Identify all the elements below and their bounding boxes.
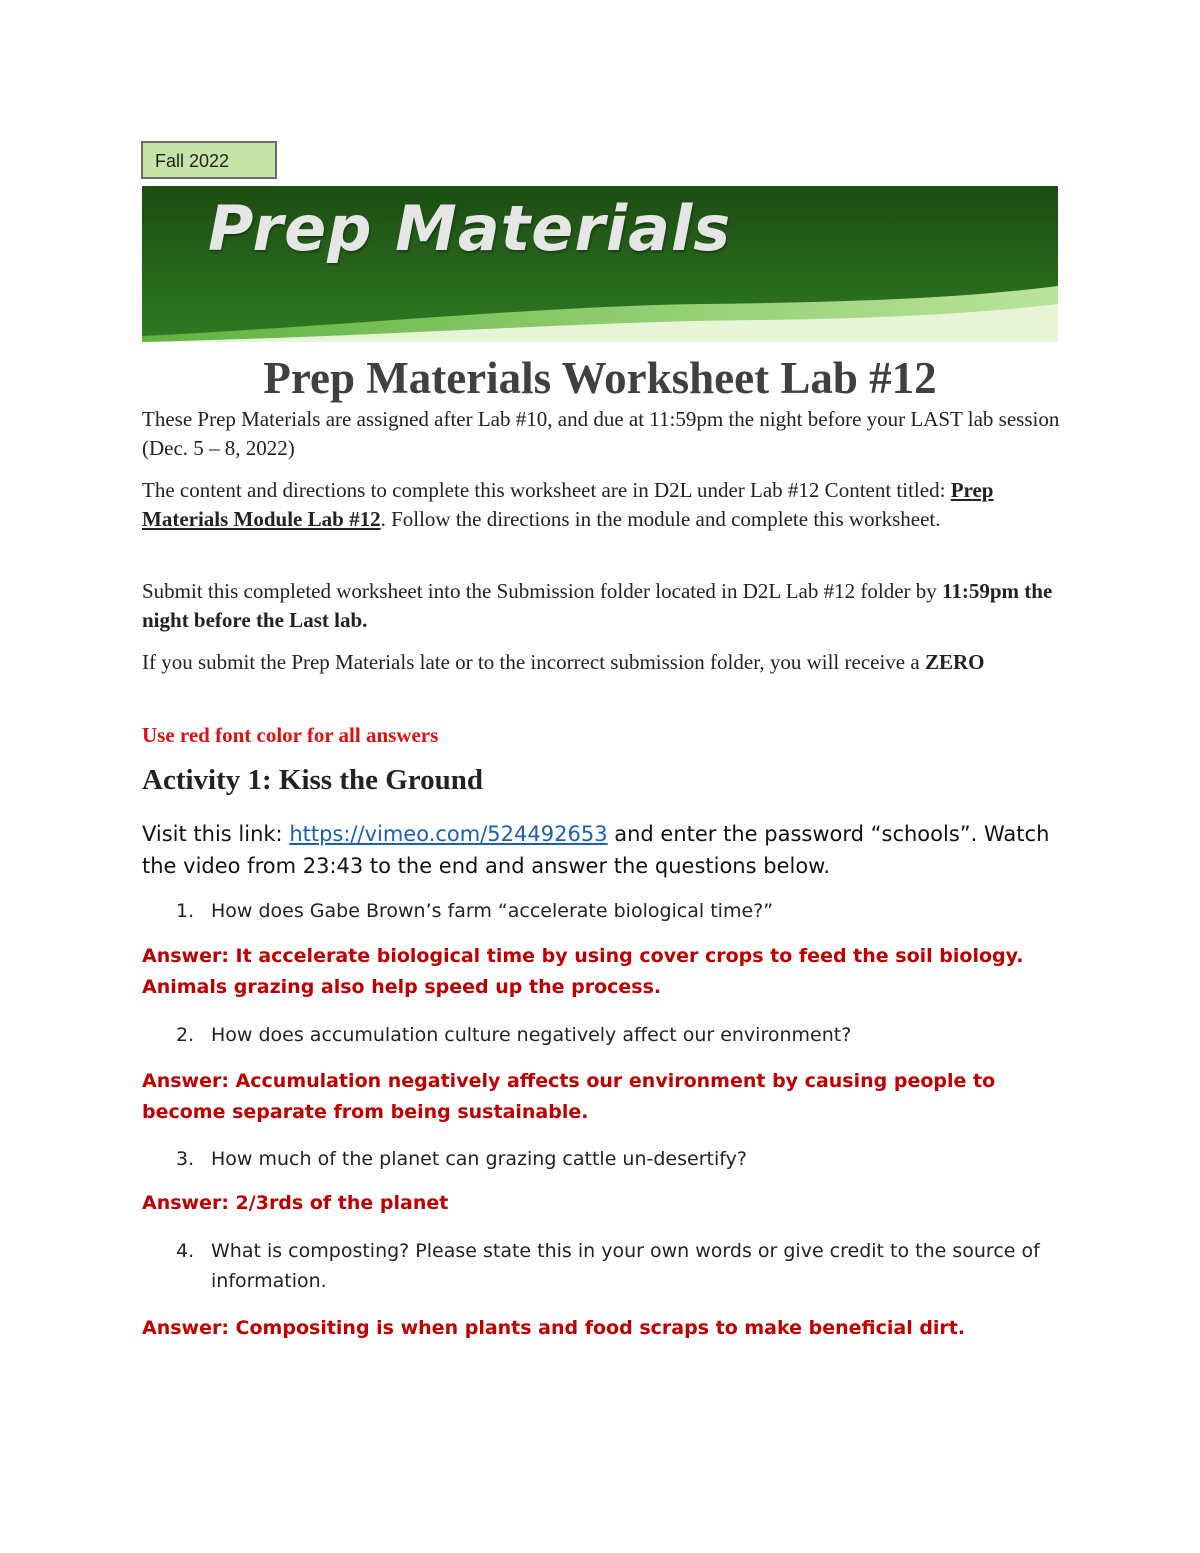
question-number: 4. (176, 1240, 195, 1262)
prep-materials-banner (142, 186, 1058, 342)
answer-color-instruction: Use red font color for all answers (142, 723, 439, 747)
intro-paragraph-2 (142, 476, 1072, 534)
question-text: How much of the planet can grazing cattle un-desertify? (211, 1148, 747, 1170)
zero-warning: ZERO (924, 650, 985, 674)
intro-paragraph-3 (142, 577, 1072, 635)
video-link[interactable]: https://vimeo.com/524492653 (289, 822, 608, 846)
question-text: What is composting? Please state this in your own words or give credit to the source of information. (211, 1240, 1040, 1292)
question-text: How does accumulation culture negatively affect our environment? (211, 1024, 852, 1046)
question-1 (176, 896, 1076, 926)
term-badge: Fall 2022 (141, 141, 277, 179)
question-text: How does Gabe Brown’s farm “accelerate biological time?” (211, 900, 774, 922)
question-number: 3. (176, 1148, 195, 1170)
intro-paragraph-2-text: The content and directions to complete this worksheet are in D2L under Lab #12 Content titled: (142, 478, 946, 502)
question-4 (176, 1236, 1076, 1296)
visit-instructions (142, 818, 1082, 882)
module-link[interactable]: Prep Materials Module Lab #12 (142, 478, 994, 531)
answer-1: Answer: It accelerate biological time by using cover crops to feed the soil biology. Animals grazing also help speed up the process. (142, 945, 1024, 998)
answer-4: Answer: Compositing is when plants and food scraps to make beneficial dirt. (142, 1317, 966, 1339)
question-number: 1. (176, 900, 195, 922)
intro-paragraph-3-text: Submit this completed worksheet into the Submission folder located in D2L Lab #12 folder by (142, 579, 937, 603)
question-3 (176, 1144, 1076, 1174)
visit-text-tail: and enter the password “schools”. Watch the video from 23:43 to the end and answer the questions below. (142, 822, 1050, 878)
page-title: Prep Materials Worksheet Lab #12 (263, 353, 937, 403)
visit-text: Visit this link: (142, 822, 290, 846)
intro-paragraph-4-text: If you submit the Prep Materials late or to the incorrect submission folder, you will receive a (142, 650, 920, 674)
intro-paragraph-2-tail: . Follow the directions in the module and complete this worksheet. (380, 507, 941, 531)
question-2 (176, 1020, 1076, 1050)
intro-paragraph-4 (142, 648, 1072, 677)
banner-title: Prep Materials (208, 192, 732, 265)
deadline-text: 11:59pm the night before the Last lab. (142, 579, 1053, 632)
answer-2: Answer: Accumulation negatively affects our environment by causing people to become separate from being sustainable. (142, 1070, 996, 1123)
answer-3: Answer: 2/3rds of the planet (142, 1192, 449, 1214)
intro-paragraph-1: These Prep Materials are assigned after Lab #10, and due at 11:59pm the night before your LAST lab session (Dec. 5 – 8, 2022) (142, 407, 1060, 460)
activity-heading: Activity 1: Kiss the Ground (142, 764, 484, 796)
question-number: 2. (176, 1024, 195, 1046)
